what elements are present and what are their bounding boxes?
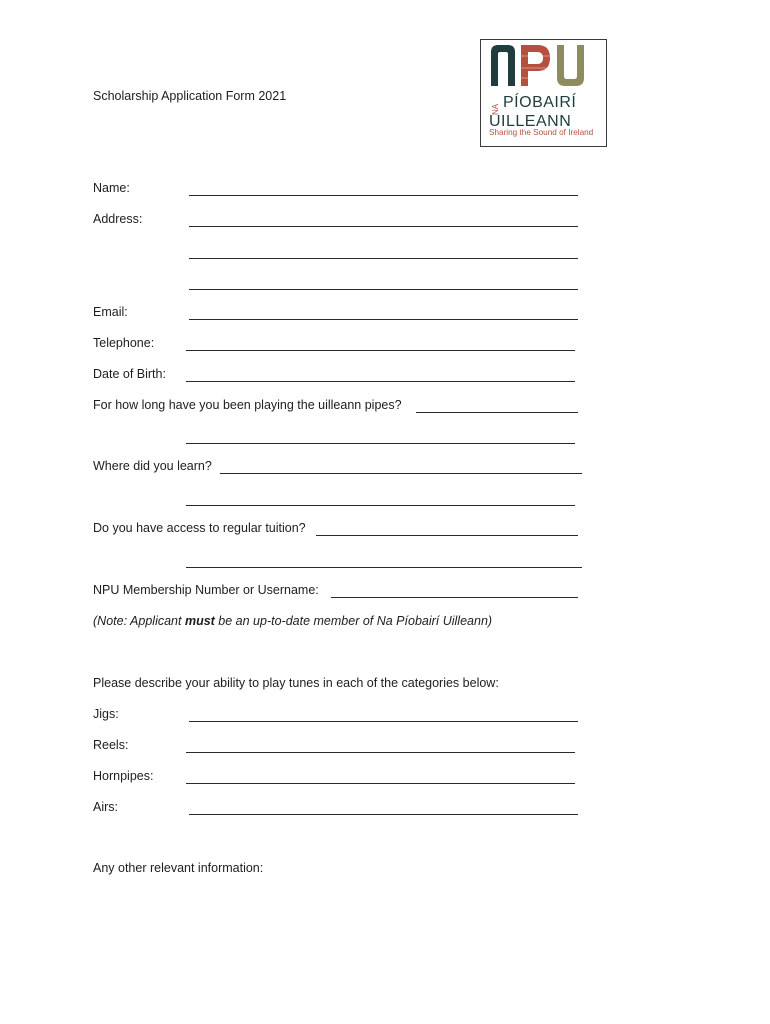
jigs-label: Jigs: bbox=[93, 707, 119, 721]
address-field-line-1[interactable] bbox=[189, 226, 578, 227]
note-suffix: be an up-to-date member of Na Píobairí Uilleann) bbox=[214, 614, 493, 628]
logo-letter-u bbox=[557, 45, 584, 86]
logo-line1: PÍOBAIRÍ bbox=[503, 94, 577, 111]
membership-field[interactable] bbox=[331, 597, 578, 598]
tuition-question: Do you have access to regular tuition? bbox=[93, 521, 306, 535]
email-field[interactable] bbox=[189, 319, 578, 320]
dob-label: Date of Birth: bbox=[93, 367, 166, 381]
reels-label: Reels: bbox=[93, 738, 129, 752]
note-emphasis: must bbox=[184, 614, 215, 628]
logo-line2: UILLEANN bbox=[489, 113, 572, 130]
tuition-field-line-1[interactable] bbox=[316, 535, 578, 536]
other-info-label: Any other relevant information: bbox=[93, 861, 264, 875]
playing-question: For how long have you been playing the uilleann pipes? bbox=[93, 398, 402, 412]
logo-tagline: Sharing the Sound of Ireland bbox=[489, 128, 594, 137]
airs-field[interactable] bbox=[189, 814, 578, 815]
tuition-field-line-2[interactable] bbox=[186, 567, 582, 568]
membership-note bbox=[93, 614, 492, 628]
note-prefix: (Note: Applicant bbox=[93, 614, 185, 628]
reels-field[interactable] bbox=[186, 752, 575, 753]
ability-intro: Please describe your ability to play tunes in each of the categories below: bbox=[93, 676, 499, 690]
logo-na: NA bbox=[491, 103, 500, 115]
telephone-field[interactable] bbox=[186, 350, 575, 351]
address-field-line-3[interactable] bbox=[189, 289, 578, 290]
learn-question: Where did you learn? bbox=[93, 459, 212, 473]
address-field-line-2[interactable] bbox=[189, 258, 578, 259]
jigs-field[interactable] bbox=[189, 721, 578, 722]
name-field[interactable] bbox=[189, 195, 578, 196]
other-info-area[interactable] bbox=[93, 880, 593, 1000]
hornpipes-label: Hornpipes: bbox=[93, 769, 154, 783]
learn-field-line-1[interactable] bbox=[220, 473, 582, 474]
telephone-label: Telephone: bbox=[93, 336, 155, 350]
airs-label: Airs: bbox=[93, 800, 118, 814]
logo-letter-p bbox=[521, 45, 550, 86]
dob-field[interactable] bbox=[186, 381, 575, 382]
learn-field-line-2[interactable] bbox=[186, 505, 575, 506]
npu-logo bbox=[480, 39, 607, 147]
name-label: Name: bbox=[93, 181, 130, 195]
hornpipes-field[interactable] bbox=[186, 783, 575, 784]
address-label: Address: bbox=[93, 212, 143, 226]
form-title: Scholarship Application Form 2021 bbox=[93, 89, 287, 103]
membership-question: NPU Membership Number or Username: bbox=[93, 583, 319, 597]
playing-field-line-1[interactable] bbox=[416, 412, 578, 413]
logo-letter-n bbox=[491, 45, 515, 86]
email-label: Email: bbox=[93, 305, 128, 319]
playing-field-line-2[interactable] bbox=[186, 443, 575, 444]
